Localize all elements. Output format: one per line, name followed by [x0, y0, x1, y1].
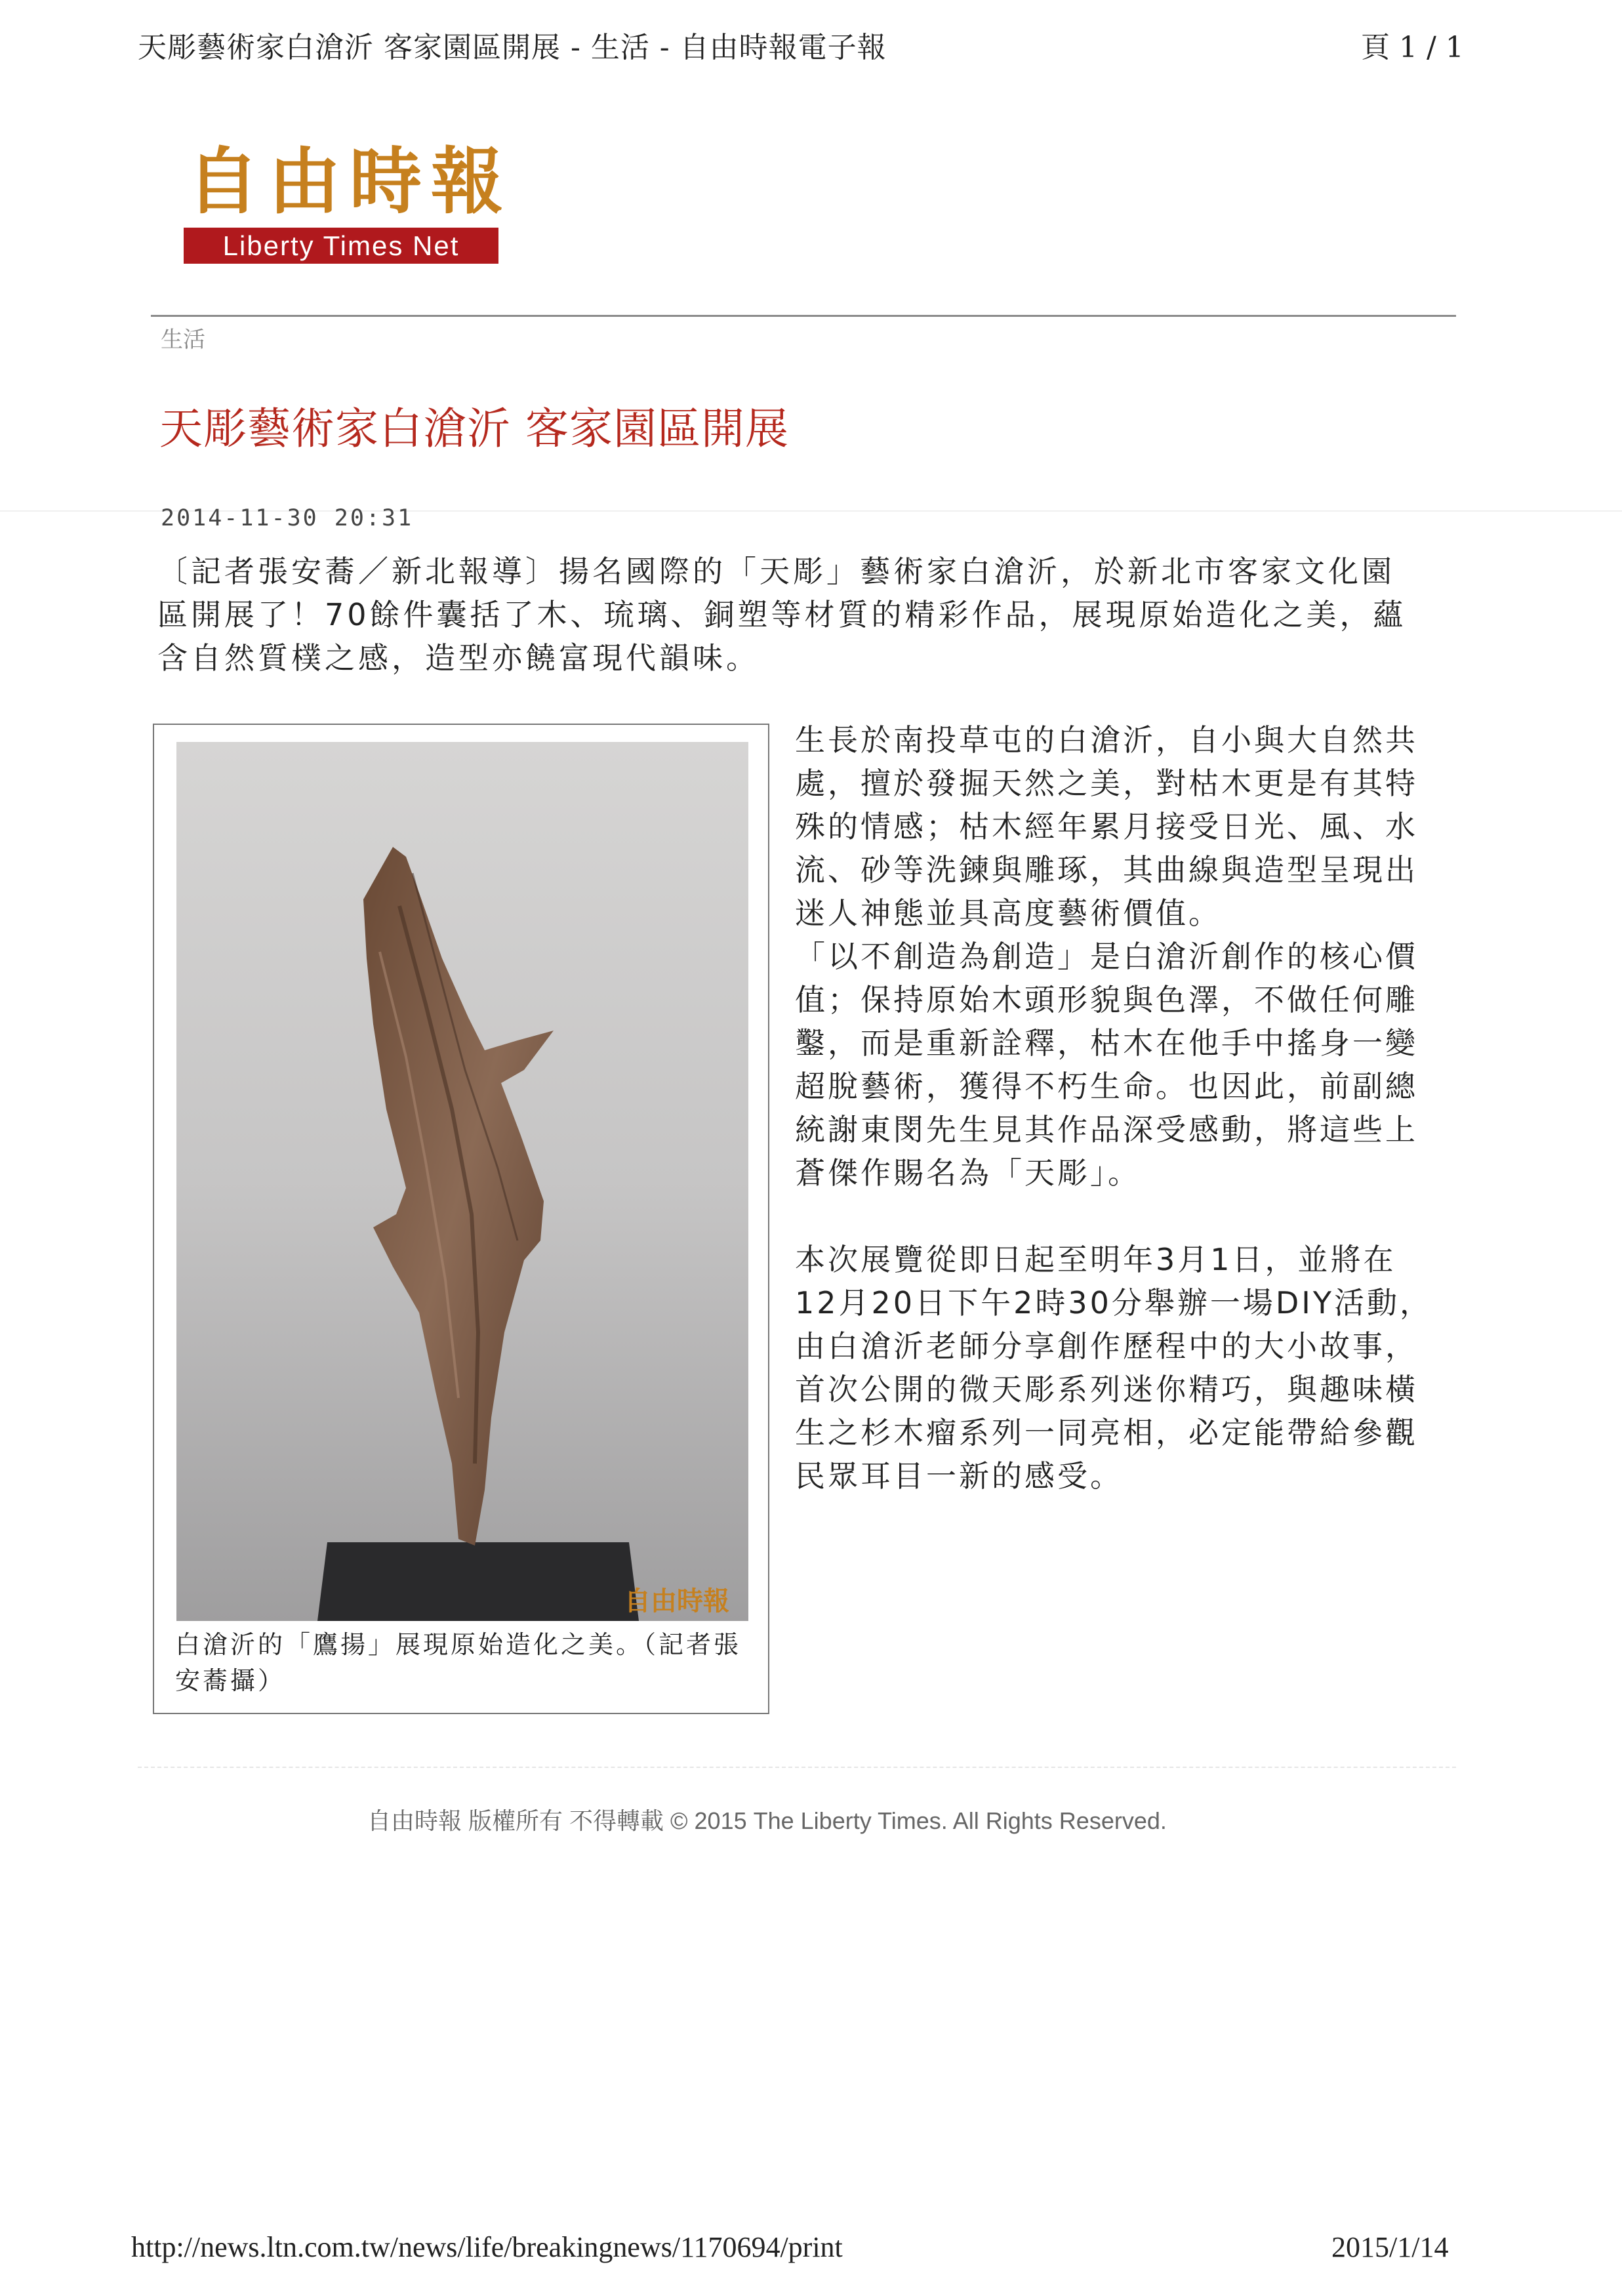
body-paragraph: 「以不創造為創造」是白滄沂創作的核心價值；保持原始木頭形貌與色澤，不做任何雕鑿，而是重新詮釋，枯木在他手中搖身一變超脫藝術，獲得不朽生命。也因此，前副總統謝東閔先生見其作品深受感動，將這些上蒼傑作賜名為「天彫」。	[795, 939, 1418, 1191]
body-paragraph: 本次展覽從即日起至明年3月1日，並將在12月20日下午2時30分舉辦一場DIY活動，由白滄沂老師分享創作歷程中的大小故事，首次公開的微天彫系列迷你精巧，與趣味橫生之杉木瘤系列一同亮相，必定能帶給參觀民眾耳目一新的感受。	[795, 1242, 1432, 1494]
print-footer-date: 2015/1/14	[1331, 2231, 1449, 2263]
logo-english-banner: Liberty Times Net	[184, 228, 498, 264]
header-divider	[151, 315, 1456, 317]
section-breadcrumb[interactable]: 生活	[161, 327, 205, 353]
article-body	[795, 718, 1434, 1498]
article-lead: 〔記者張安蕎／新北報導〕揚名國際的「天彫」藝術家白滄沂，於新北市客家文化園區開展了！70餘件囊括了木、琉璃、銅塑等材質的精彩作品，展現原始造化之美，蘊含自然質樸之感，造型亦饒富現代韻味。	[157, 554, 1407, 676]
sculpture-photo	[176, 742, 748, 1621]
article-headline: 天彫藝術家白滄沂 客家園區開展	[159, 403, 789, 454]
article-figure	[153, 724, 769, 1714]
sculpture-photo-graphic	[176, 742, 748, 1621]
print-page-indicator: 頁 1 / 1	[1361, 31, 1464, 64]
copyright-notice: 自由時報 版權所有 不得轉載 © 2015 The Liberty Times. All Rights Reserved.	[367, 1807, 1167, 1834]
figure-caption: 白滄沂的「鷹揚」展現原始造化之美。（記者張安蕎攝）	[175, 1630, 742, 1695]
logo-chinese-text: 自由時報	[187, 139, 512, 224]
footer-divider	[138, 1767, 1456, 1768]
print-footer-url: http://news.ltn.com.tw/news/life/breakingnews/1170694/print	[131, 2231, 843, 2263]
print-header-title: 天彫藝術家白滄沂 客家園區開展 - 生活 - 自由時報電子報	[138, 31, 887, 64]
article-datetime: 2014-11-30 20:31	[161, 505, 414, 531]
photo-watermark: 自由時報	[624, 1586, 729, 1616]
body-paragraph: 生長於南投草屯的白滄沂，自小與大自然共處，擅於發掘天然之美，對枯木更是有其特殊的情感；枯木經年累月接受日光、風、水流、砂等洗鍊與雕琢，其曲線與造型呈現出迷人神態並具高度藝術價值。	[795, 722, 1418, 931]
